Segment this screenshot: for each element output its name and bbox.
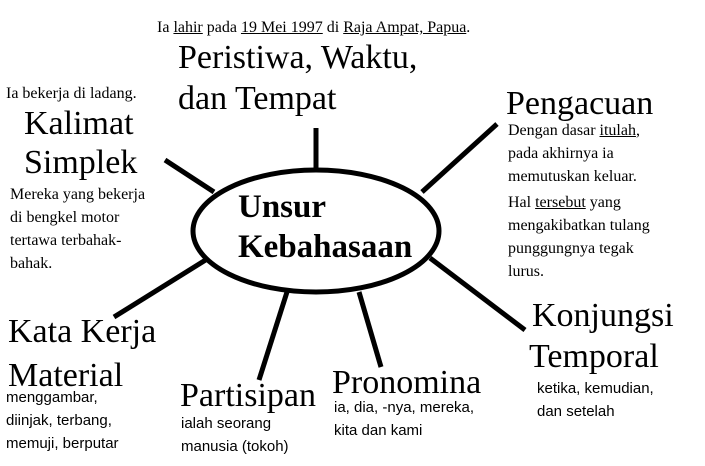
pengacuan-example2-post: yang — [585, 194, 621, 211]
kata-kerja-example-line: menggambar, — [6, 389, 98, 406]
kalimat-simplek-example-line: bahak. — [10, 255, 53, 272]
top-example-part1: Ia — [157, 19, 174, 36]
kalimat-simplek-example-line: tertawa terbahak- — [10, 232, 122, 249]
top-example-part4: . — [466, 19, 471, 36]
node-pengacuan: Pengacuan — [506, 85, 654, 122]
kata-kerja-line2: Material — [8, 357, 124, 394]
partisipan-example-line: ialah seorang — [181, 415, 272, 432]
center-title-line2: Kebahasaan — [238, 229, 413, 265]
node-kalimat-simplek — [24, 104, 137, 182]
konjungsi-example-line: dan setelah — [537, 403, 615, 420]
pengacuan-example — [508, 119, 650, 283]
pengacuan-example2-pre: Hal — [508, 194, 536, 211]
connector-kalimat-simplek — [165, 160, 214, 192]
center-node — [238, 187, 412, 267]
pengacuan-example1-pre: Dengan dasar — [508, 122, 600, 139]
kalimat-simplek-example-line: Mereka yang bekerja — [10, 186, 146, 203]
kalimat-simplek-example-above: Ia bekerja di ladang. — [6, 85, 137, 102]
kata-kerja-line1: Kata Kerja — [8, 313, 157, 350]
kalimat-simplek-line2: Simplek — [24, 144, 138, 181]
pengacuan-example1-line: pada akhirnya ia — [508, 145, 614, 162]
partisipan-example — [181, 412, 289, 458]
connector-pengacuan — [422, 124, 497, 192]
kata-kerja-example — [6, 386, 119, 455]
konjungsi-line2: Temporal — [529, 338, 659, 375]
konjungsi-line1: Konjungsi — [532, 297, 674, 334]
kalimat-simplek-line1: Kalimat — [24, 105, 134, 142]
konjungsi-example-line: ketika, kemudian, — [537, 380, 654, 397]
top-example-verb: lahir — [173, 19, 203, 36]
pengacuan-example1-line: memutuskan keluar. — [508, 168, 637, 185]
center-title-line1: Unsur — [238, 189, 327, 225]
node-peristiwa — [178, 38, 417, 118]
kata-kerja-example-line: diinjak, terbang, — [6, 412, 112, 429]
pronomina-example-line: ia, dia, -nya, mereka, — [334, 399, 475, 416]
pengacuan-example2-line: mengakibatkan tulang — [508, 217, 650, 234]
pengacuan-example2-line — [508, 191, 650, 214]
top-example-part2: pada — [202, 19, 241, 36]
connector-pronomina — [359, 292, 381, 367]
top-example-date: 19 Mei 1997 — [240, 19, 323, 36]
kata-kerja-example-line: memuji, berputar — [6, 435, 119, 452]
pengacuan-example2-word: tersebut — [535, 194, 586, 211]
top-example — [157, 18, 470, 38]
pengacuan-example1-word: itulah — [599, 122, 636, 139]
top-example-part3: di — [322, 19, 344, 36]
pronomina-example-line: kita dan kami — [334, 422, 423, 439]
peristiwa-line2: dan Tempat — [178, 80, 337, 117]
node-konjungsi-temporal — [529, 296, 674, 376]
connector-partisipan — [259, 292, 287, 380]
pengacuan-example2-line: punggungnya tegak — [508, 240, 634, 257]
kalimat-simplek-example — [10, 183, 145, 275]
node-pronomina: Pronomina — [332, 364, 482, 401]
pengacuan-example1-line — [508, 119, 650, 142]
top-example-place: Raja Ampat, Papua — [343, 19, 467, 36]
partisipan-example-line: manusia (tokoh) — [181, 438, 289, 455]
pengacuan-example1-post: , — [635, 122, 640, 139]
node-partisipan: Partisipan — [180, 377, 316, 414]
pengacuan-example2-line: lurus. — [508, 263, 544, 280]
konjungsi-example — [537, 377, 654, 423]
kalimat-simplek-example-line: di bengkel motor — [10, 209, 120, 226]
node-kata-kerja-material — [8, 312, 156, 395]
peristiwa-line1: Peristiwa, Waktu, — [178, 39, 418, 76]
pronomina-example — [334, 396, 474, 442]
